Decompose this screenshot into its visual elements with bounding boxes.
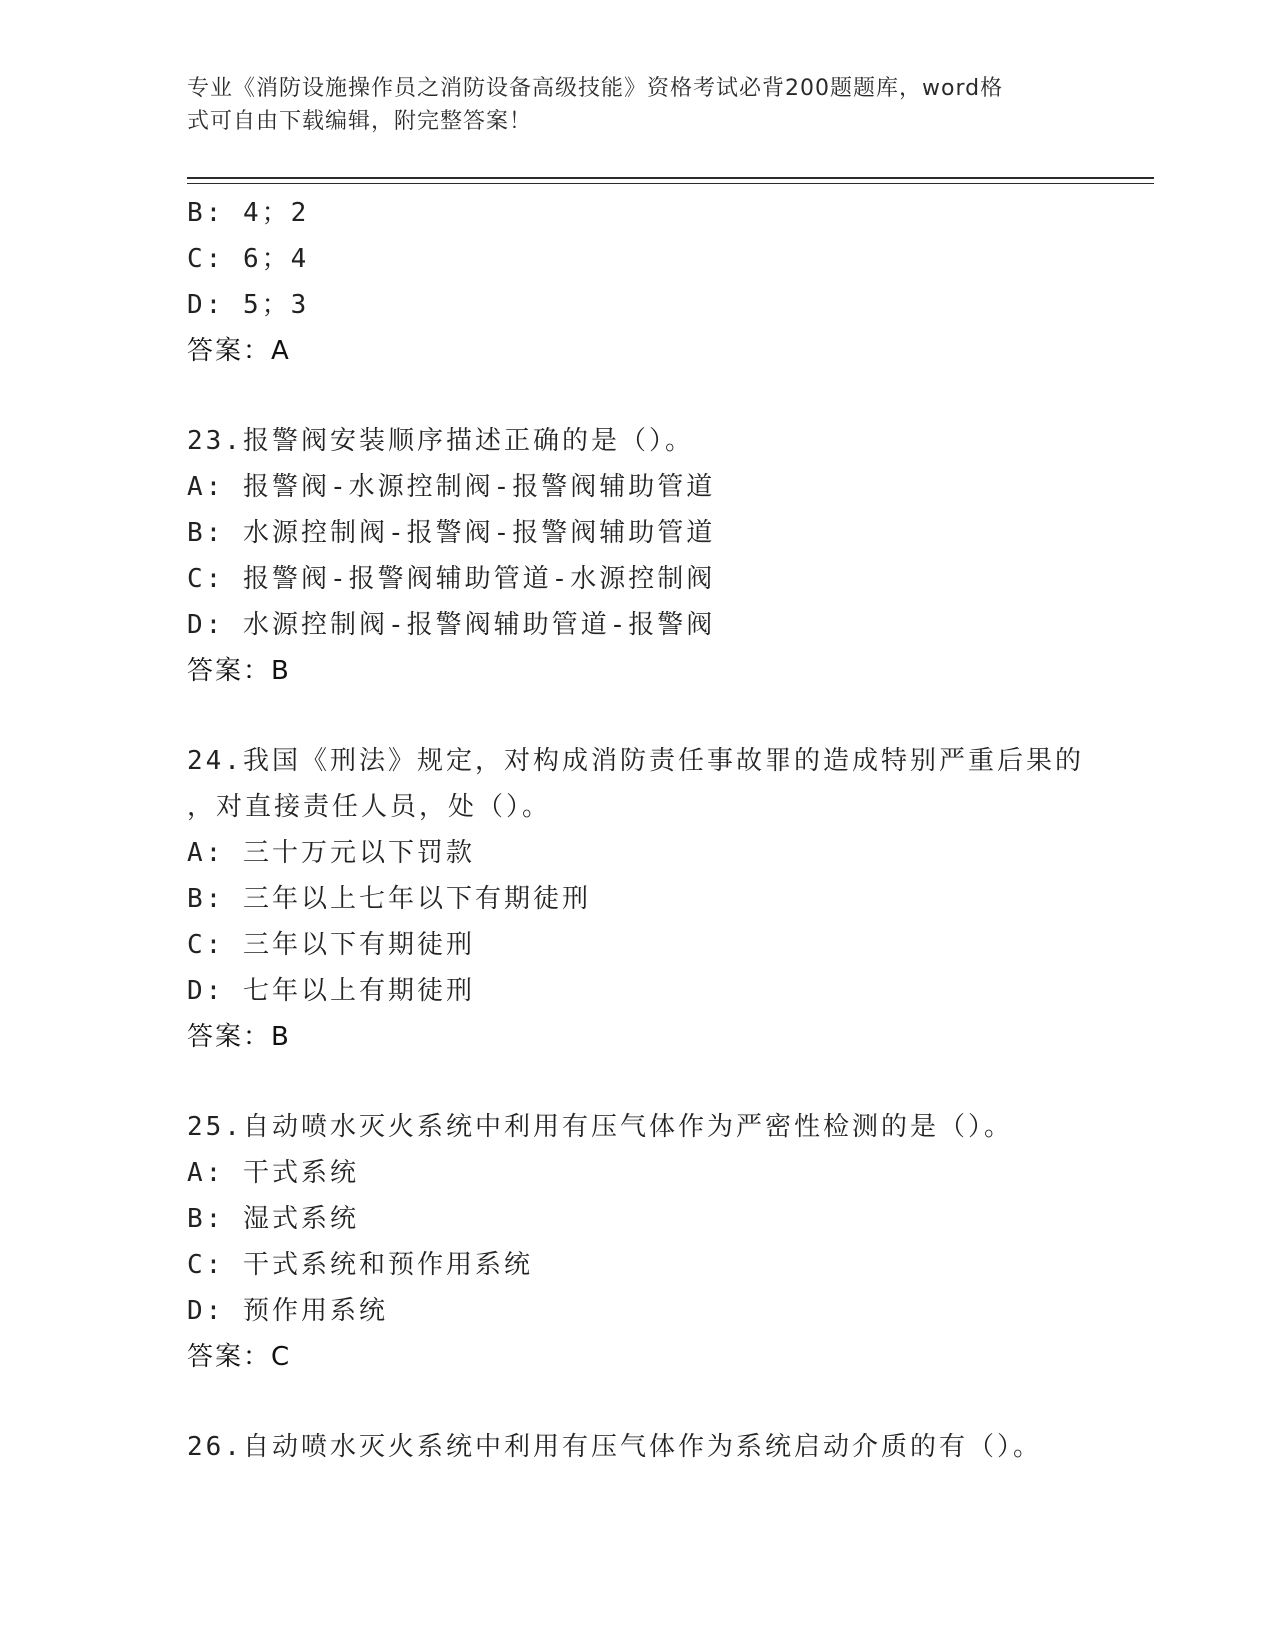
- spacer: [187, 694, 1087, 738]
- option-b: B: 4；2: [187, 198, 310, 228]
- spacer: [187, 1380, 1087, 1424]
- option-c: C: 报警阀-报警阀辅助管道-水源控制阀: [187, 564, 716, 594]
- answer: 答案：A: [187, 336, 291, 366]
- option-d: D: 预作用系统: [187, 1296, 388, 1326]
- header-rule-thick: [187, 177, 1154, 179]
- question-stem: 23.报警阀安装顺序描述正确的是（）。: [187, 426, 694, 456]
- question-stem: 26.自动喷水灭火系统中利用有压气体作为系统启动介质的有（）。: [187, 1432, 1042, 1462]
- question-22-tail: [187, 190, 1087, 374]
- question-stem: 25.自动喷水灭火系统中利用有压气体作为严密性检测的是（）。: [187, 1112, 1013, 1142]
- question-23: [187, 418, 1087, 694]
- header-line-1: 专业《消防设施操作员之消防设备高级技能》资格考试必背200题题库，word格: [187, 76, 1004, 101]
- option-b: B: 湿式系统: [187, 1204, 359, 1234]
- option-b: B: 水源控制阀-报警阀-报警阀辅助管道: [187, 518, 716, 548]
- option-d: D: 七年以上有期徒刑: [187, 976, 475, 1006]
- option-a: A: 报警阀-水源控制阀-报警阀辅助管道: [187, 472, 716, 502]
- document-header: [187, 72, 1077, 138]
- question-stem-line-1: 24.我国《刑法》规定，对构成消防责任事故罪的造成特别严重后果的: [187, 746, 1084, 776]
- question-24: [187, 738, 1087, 1060]
- option-c: C: 6；4: [187, 244, 310, 274]
- spacer: [187, 374, 1087, 418]
- answer: 答案：B: [187, 1022, 291, 1052]
- option-d: D: 5；3: [187, 290, 310, 320]
- option-d: D: 水源控制阀-报警阀辅助管道-报警阀: [187, 610, 716, 640]
- option-a: A: 三十万元以下罚款: [187, 838, 475, 868]
- question-26: [187, 1424, 1087, 1470]
- option-a: A: 干式系统: [187, 1158, 359, 1188]
- question-25: [187, 1104, 1087, 1380]
- answer: 答案：C: [187, 1342, 292, 1372]
- header-line-2: 式可自由下载编辑，附完整答案！: [187, 109, 533, 134]
- option-c: C: 三年以下有期徒刑: [187, 930, 475, 960]
- header-rule-thin: [187, 183, 1154, 184]
- answer: 答案：B: [187, 656, 291, 686]
- question-stem-line-2: ，对直接责任人员，处（）。: [187, 792, 552, 822]
- spacer: [187, 1060, 1087, 1104]
- question-list: [187, 190, 1087, 1470]
- option-b: B: 三年以上七年以下有期徒刑: [187, 884, 591, 914]
- option-c: C: 干式系统和预作用系统: [187, 1250, 533, 1280]
